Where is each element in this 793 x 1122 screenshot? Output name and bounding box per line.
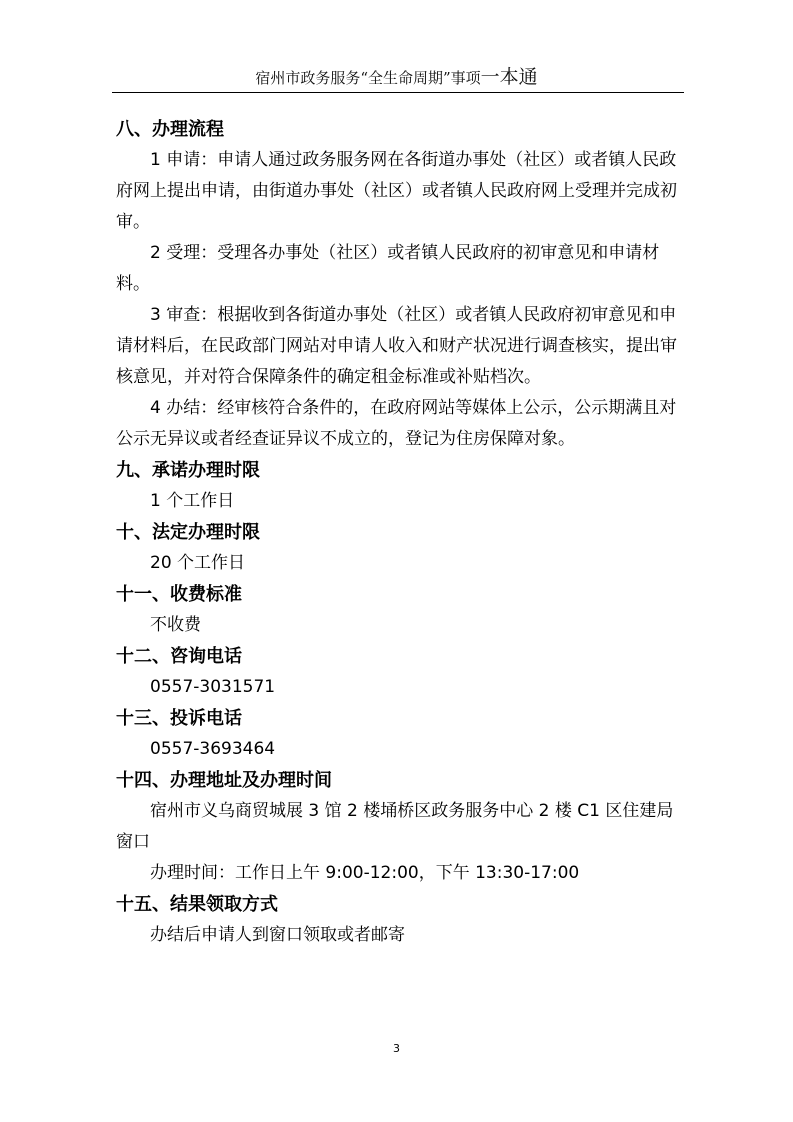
legal-time-value: 20 个工作日	[150, 553, 246, 573]
document-body	[116, 114, 688, 951]
complaint-phone-value: 0557-3693464	[150, 739, 276, 759]
consult-phone-value: 0557-3031571	[150, 677, 276, 697]
section-heading-complaint-phone: 十三、投诉电话	[116, 708, 242, 729]
office-hours-value: 办理时间：工作日上午 9:00-12:00，下午 13:30-17:00	[150, 863, 580, 883]
running-header	[0, 62, 793, 89]
section-heading-promised-time: 九、承诺办理时限	[116, 460, 260, 481]
fee-value: 不收费	[150, 615, 201, 635]
header-rule	[112, 92, 684, 93]
process-step-complete: 4 办结：经审核符合条件的，在政府网站等媒体上公示，公示期满且对公示无异议或者经查证异议不成立的，登记为住房保障对象。	[116, 398, 677, 449]
section-heading-legal-time: 十、法定办理时限	[116, 522, 260, 543]
promised-time-value: 1 个工作日	[150, 491, 235, 511]
section-heading-result: 十五、结果领取方式	[116, 894, 278, 915]
address-value: 宿州市义乌商贸城展 3 馆 2 楼埇桥区政务服务中心 2 楼 C1 区住建局窗口	[116, 801, 674, 852]
section-heading-process: 八、办理流程	[116, 119, 224, 140]
result-value: 办结后申请人到窗口领取或者邮寄	[150, 925, 405, 945]
process-step-apply: 1 申请：申请人通过政务服务网在各街道办事处（社区）或者镇人民政府网上提出申请，由街道办事处（社区）或者镇人民政府网上受理并完成初审。	[116, 150, 677, 232]
header-title-main: 宿州市政务服务“全生命周期”事项	[255, 69, 481, 87]
section-heading-address: 十四、办理地址及办理时间	[116, 770, 332, 791]
header-title-tail: 一本通	[480, 66, 538, 88]
page-number: 3	[393, 1042, 400, 1055]
process-step-accept: 2 受理：受理各办事处（社区）或者镇人民政府的初审意见和申请材料。	[116, 243, 660, 294]
section-heading-consult-phone: 十二、咨询电话	[116, 646, 242, 667]
section-heading-fee: 十一、收费标准	[116, 584, 242, 605]
process-step-review: 3 审查：根据收到各街道办事处（社区）或者镇人民政府初审意见和申请材料后，在民政部门网站对申请人收入和财产状况进行调查核实，提出审核意见，并对符合保障条件的确定租金标准或补贴档次。	[116, 305, 677, 387]
